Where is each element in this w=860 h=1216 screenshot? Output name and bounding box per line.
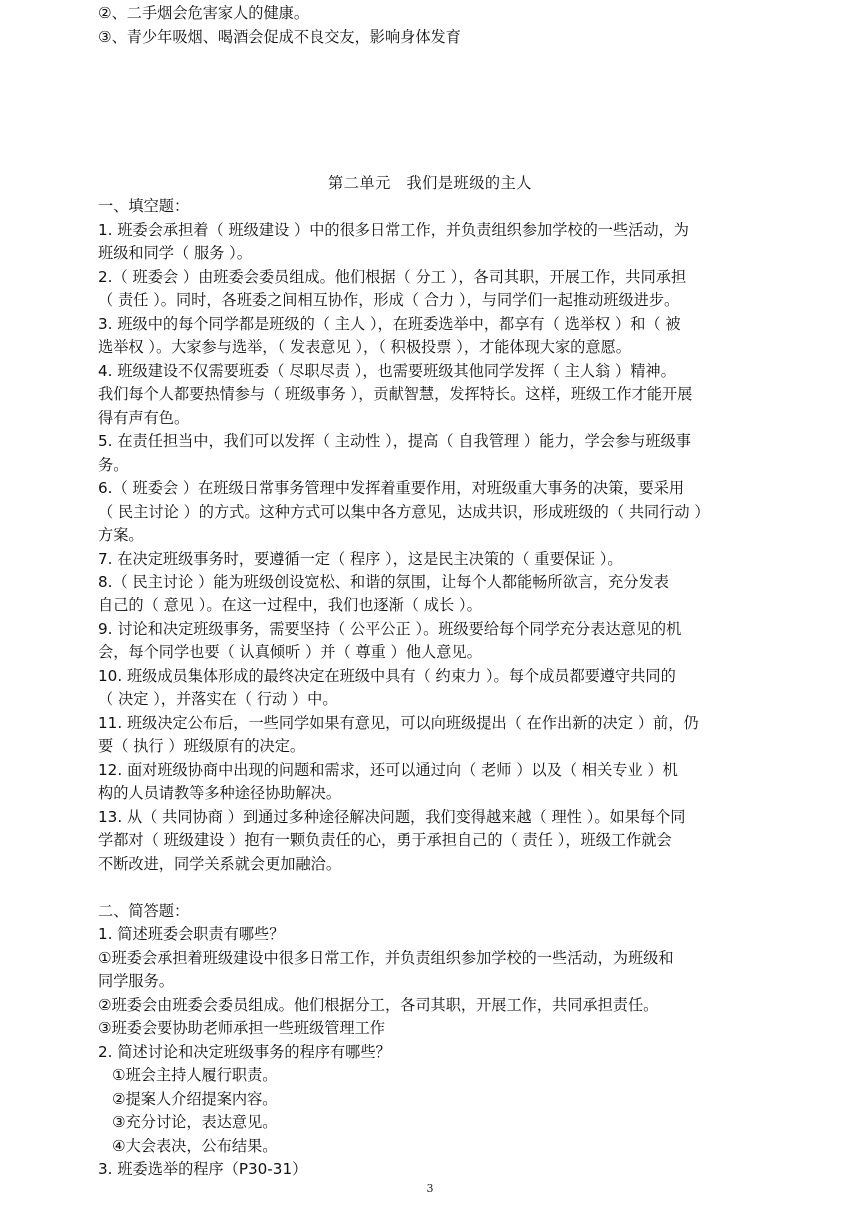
procedure-step: ①班会主持人履行职责。 xyxy=(112,1066,278,1084)
fill-line: 选举权 ）。大家参与选举，（ 发表意见 ），（ 积极投票 ），才能体现大家的意愿。 xyxy=(98,338,631,356)
fill-line: 5. 在责任担当中，我们可以发挥（ 主动性 ），提高（ 自我管理 ）能力，学会参与班级事 xyxy=(98,432,691,450)
fill-line: 3. 班级中的每个同学都是班级的（ 主人 ），在班委选举中，都享有（ 选举权 ）和（ 被 xyxy=(98,315,681,333)
question-1: 1. 简述班委会职责有哪些？ xyxy=(98,925,285,943)
intro-line-1: ②、二手烟会危害家人的健康。 xyxy=(98,4,310,22)
section-heading-fill-blank: 一、填空题： xyxy=(98,197,190,215)
fill-line: 班级和同学（ 服务 ）。 xyxy=(98,244,252,262)
fill-line: 我们每个人都要热情参与（ 班级事务 ），贡献智慧，发挥特长。这样，班级工作才能开展 xyxy=(98,385,693,403)
answer-line: 同学服务。 xyxy=(98,972,174,990)
answer-line: ③班委会要协助老师承担一些班级管理工作 xyxy=(98,1019,385,1037)
fill-line: 方案。 xyxy=(98,526,144,544)
fill-line: （ 民主讨论 ）的方式。这种方式可以集中各方意见，达成共识，形成班级的（ 共同行动 ） xyxy=(98,503,710,521)
fill-line: 12. 面对班级协商中出现的问题和需求，还可以通过向（ 老师 ）以及（ 相关专业 ）机 xyxy=(98,761,678,779)
fill-line: 学都对（ 班级建设 ）抱有一颗负责任的心，勇于承担自己的（ 责任 ），班级工作就会 xyxy=(98,831,672,849)
fill-line: 2.（ 班委会 ）由班委会委员组成。他们根据（ 分工 ），各司其职，开展工作，共同承担 xyxy=(98,268,687,286)
question-2: 2. 简述讨论和决定班级事务的程序有哪些？ xyxy=(98,1043,391,1061)
question-3: 3. 班委选举的程序（P30-31） xyxy=(98,1160,308,1178)
section-heading-short-answer: 二、简答题： xyxy=(98,902,190,920)
fill-line: 得有声有色。 xyxy=(98,409,190,427)
fill-line: 会，每个同学也要（ 认真倾听 ）并（ 尊重 ）他人意见。 xyxy=(98,643,482,661)
fill-line: 不断改进，同学关系就会更加融洽。 xyxy=(98,855,341,873)
fill-line: 7. 在决定班级事务时，要遵循一定（ 程序 ），这是民主决策的（ 重要保证 ）。 xyxy=(98,550,623,568)
fill-line: 4. 班级建设不仅需要班委（ 尽职尽责 ），也需要班级其他同学发挥（ 主人翁 ）精神。 xyxy=(98,362,676,380)
fill-line: 13. 从（ 共同协商 ）到通过多种途径解决问题，我们变得越来越（ 理性 ）。如果每个同 xyxy=(98,808,686,826)
fill-line: 自己的（ 意见 ）。在这一过程中，我们也逐渐（ 成长 ）。 xyxy=(98,596,482,614)
fill-line: 11. 班级决定公布后，一些同学如果有意见，可以向班级提出（ 在作出新的决定 ）前，仍 xyxy=(98,714,699,732)
unit-title: 第二单元 我们是班级的主人 xyxy=(328,174,532,192)
intro-line-2: ③、青少年吸烟、喝酒会促成不良交友，影响身体发育 xyxy=(98,28,461,46)
procedure-step: ③充分讨论，表达意见。 xyxy=(112,1113,278,1131)
answer-line: ①班委会承担着班级建设中很多日常工作，并负责组织参加学校的一些活动，为班级和 xyxy=(98,949,674,967)
fill-line: 6.（ 班委会 ）在班级日常事务管理中发挥着重要作用，对班级重大事务的决策，要采用 xyxy=(98,479,685,497)
fill-line: 1. 班委会承担着（ 班级建设 ）中的很多日常工作，并负责组织参加学校的一些活动，为 xyxy=(98,221,689,239)
page-number: 3 xyxy=(426,1182,434,1195)
fill-line: （ 责任 ）。同时，各班委之间相互协作，形成（ 合力 ），与同学们一起推动班级进步。 xyxy=(98,291,680,309)
fill-line: 9. 讨论和决定班级事务，需要坚持（ 公平公正 ）。班级要给每个同学充分表达意见的机 xyxy=(98,620,682,638)
fill-line: 构的人员请教等多种途径协助解决。 xyxy=(98,784,341,802)
fill-line: 务。 xyxy=(98,456,129,474)
fill-line: 10. 班级成员集体形成的最终决定在班级中具有（ 约束力 ）。每个成员都要遵守共同的 xyxy=(98,667,676,685)
fill-line: （ 决定 ），并落实在（ 行动 ）中。 xyxy=(98,690,338,708)
fill-line: 8.（ 民主讨论 ）能为班级创设宽松、和谐的氛围，让每个人都能畅所欲言，充分发表 xyxy=(98,573,669,591)
fill-line: 要（ 执行 ）班级原有的决定。 xyxy=(98,737,306,755)
answer-line: ②班委会由班委会委员组成。他们根据分工，各司其职，开展工作，共同承担责任。 xyxy=(98,996,659,1014)
procedure-step: ②提案人介绍提案内容。 xyxy=(112,1090,278,1108)
procedure-step: ④大会表决，公布结果。 xyxy=(112,1137,278,1155)
